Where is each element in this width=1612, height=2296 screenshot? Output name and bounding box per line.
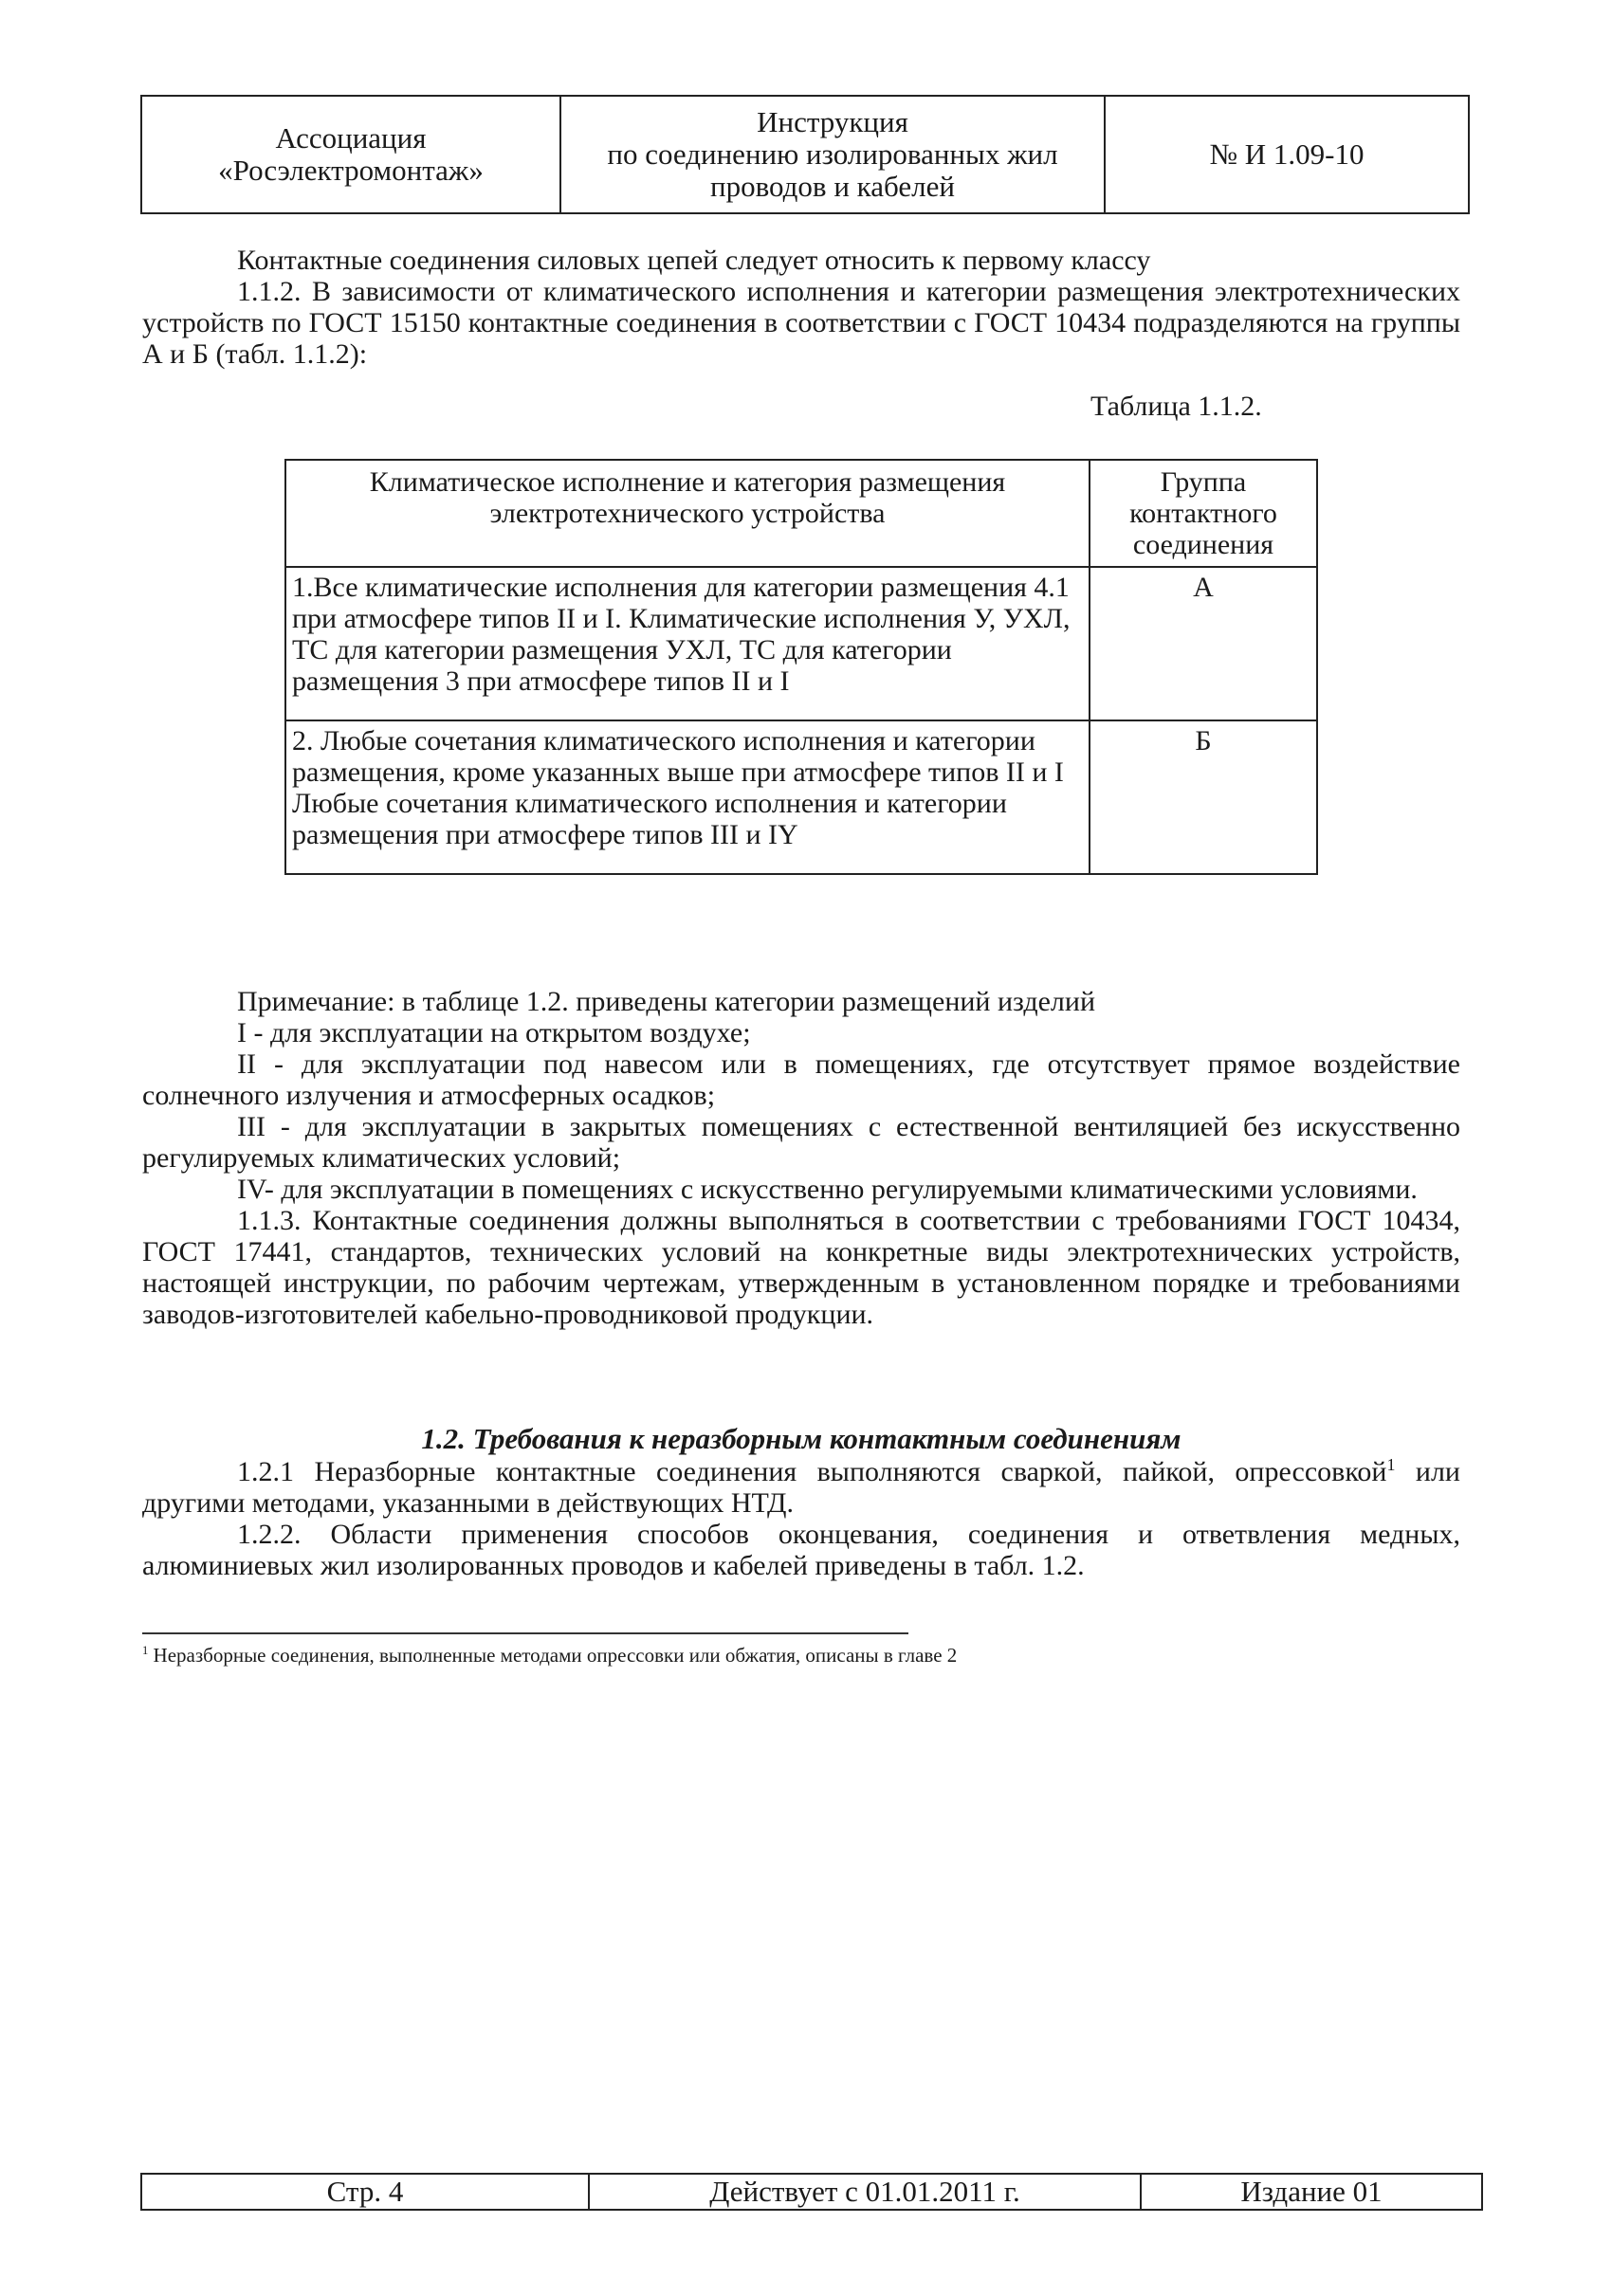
col1-header: Климатическое исполнение и категория размещения электротехнического устройства [285,460,1090,567]
footer-edition: Издание 01 [1141,2174,1482,2210]
intro-block [142,245,1460,370]
note-line5: IV- для эксплуатации в помещениях с искусственно регулируемыми климатическими условиями. [237,1174,1418,1205]
climate-table [284,459,1318,875]
intro-p2: 1.1.2. В зависимости от климатического исполнения и категории размещения электротехнических устройств по ГОСТ 15150 контактные соединения в соответствии с ГОСТ 10434 подразделяются на группы А и Б (табл. 1.1.2): [142,276,1460,370]
row2-group: Б [1090,720,1317,874]
section-title: 1.2. Требования к неразборным контактным соединениям [421,1422,1182,1455]
doc-line3: проводов и кабелей [710,170,955,203]
section-body [142,1456,1460,1581]
org-line2: «Росэлектромонтаж» [218,154,484,187]
note-line1: Примечание: в таблице 1.2. приведены категории размещений изделий [237,986,1096,1017]
org-cell [141,96,560,213]
para-1-1-3: 1.1.3. Контактные соединения должны выполняться в соответствии с требованиями ГОСТ 10434, ГОСТ 17441, стандартов, технических условий на конкретные виды электротехнических устройств, настоящей инструкции, по рабочим чертежам, утвержденным в установленном порядке и требованиями заводов-изготовителей кабельно-проводниковой продукции. [142,1205,1460,1330]
para-1-2-1 [142,1456,1460,1519]
table-caption: Таблица 1.1.2. [1090,391,1262,422]
table-header-row [285,460,1317,567]
footnote-divider [142,1632,908,1634]
table-row [285,720,1317,874]
row1-group: А [1090,567,1317,720]
footnote [142,1644,957,1667]
footnote-text: Неразборные соединения, выполненные методами опрессовки или обжатия, описаны в главе 2 [148,1644,958,1667]
footer-table [140,2173,1483,2211]
note-line2: I - для эксплуатации на открытом воздухе; [237,1017,751,1048]
footer-page: Стр. 4 [141,2174,589,2210]
footnote-ref: 1 [1386,1455,1396,1474]
header-table [140,95,1470,214]
doc-line1: Инструкция [757,105,908,138]
col2-header: Группа контактного соединения [1090,460,1317,567]
row2-text: 2. Любые сочетания климатического исполнения и категории размещения, кроме указанных выше при атмосфере типов II и I Любые сочетания климатического исполнения и категории размещения при атмосфере типов III и IY [285,720,1090,874]
para-1-2-1-b: или другими методами, указанными в действующих НТД. [142,1456,1460,1519]
doc-line2: по соединению изолированных жил [607,137,1058,171]
para-1-2-2: 1.2.2. Области применения способов оконцевания, соединения и ответвления медных, алюминиевых жил изолированных проводов и кабелей приведены в табл. 1.2. [142,1519,1460,1581]
intro-p1: Контактные соединения силовых цепей следует относить к первому классу [237,245,1151,276]
footnote-mark: 1 [142,1644,149,1657]
footer-effective: Действует с 01.01.2011 г. [589,2174,1141,2210]
row1-text: 1.Все климатические исполнения для категории размещения 4.1 при атмосфере типов II и I. Климатические исполнения У, УХЛ, ТС для категории размещения УХЛ, ТС для категории размещения 3 при атмосфере типов II и I [285,567,1090,720]
note-line4: III - для эксплуатации в закрытых помещениях с естественной вентиляцией без искусственно регулируемых климатических условий; [142,1111,1460,1174]
doc-number: № И 1.09-10 [1209,137,1365,171]
doc-title-cell [560,96,1105,213]
table-row [285,567,1317,720]
org-line1: Ассоциация [275,121,427,155]
doc-number-cell [1105,96,1469,213]
note-block [142,986,1460,1330]
para-1-2-1-a: 1.2.1 Неразборные контактные соединения выполняются сваркой, пайкой, опрессовкой [237,1456,1387,1487]
note-line3: II - для эксплуатации под навесом или в помещениях, где отсутствует прямое воздействие солнечного излучения и атмосферных осадков; [142,1048,1460,1111]
